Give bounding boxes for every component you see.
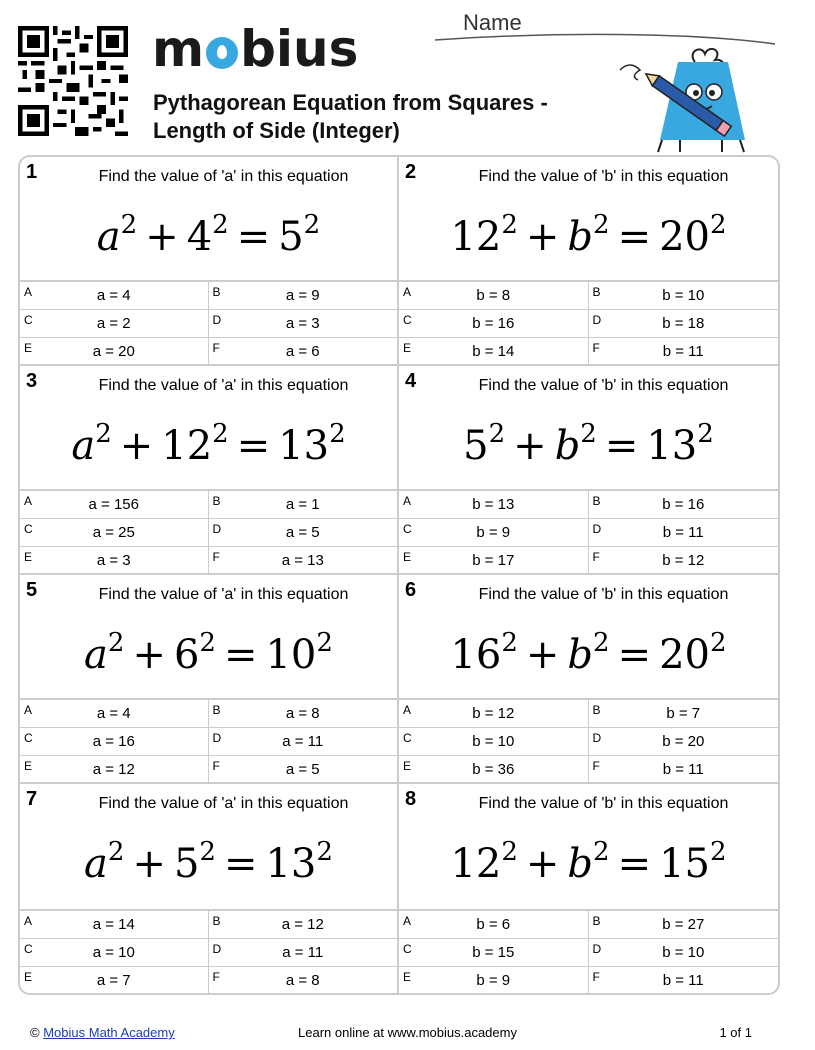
copyright-symbol: © [30,1025,40,1040]
question-7 [20,784,399,993]
term-rhs-exponent: 2 [316,837,333,867]
answer-option[interactable] [20,547,209,575]
term-2-exponent: 2 [199,628,216,658]
answer-value: a = 13 [281,552,324,569]
question-prompt: Find the value of 'b' in this equation [478,795,729,812]
term-2-exponent: 2 [593,628,610,658]
answer-letter: F [592,970,600,984]
term-rhs-base: 13 [278,423,330,469]
answer-letter: A [24,703,33,717]
term-2-base: b [554,423,581,469]
answer-value: a = 14 [92,916,135,933]
answer-option[interactable] [20,756,209,784]
answer-option[interactable] [20,338,209,366]
answer-value: a = 25 [92,524,135,541]
equals-sign: = [236,214,271,260]
term-rhs [659,837,727,887]
answer-option[interactable] [589,338,779,366]
question-prompt: Find the value of 'a' in this equation [98,168,349,185]
answer-options [399,909,778,993]
answer-letter: B [592,703,601,717]
term-rhs [646,419,714,469]
answer-options [399,489,778,573]
answer-value: a = 8 [285,705,320,722]
answer-letter: A [403,285,412,299]
equation [20,418,397,474]
answer-letter: D [592,313,602,327]
answer-option[interactable] [209,939,398,967]
question-5 [20,575,399,784]
plus-sign: + [119,423,154,469]
term-1-base: a [84,632,108,678]
answer-letter: C [403,731,412,745]
answer-letter: F [212,970,220,984]
answer-value: b = 6 [476,916,511,933]
answer-option[interactable] [399,967,589,995]
answer-letter: C [24,731,33,745]
question-number: 8 [405,788,417,810]
question-6 [399,575,778,784]
answer-options [20,698,397,782]
answer-option[interactable] [20,310,209,338]
answer-options [399,698,778,782]
answer-value: a = 10 [92,944,135,961]
answer-value: b = 9 [476,972,511,989]
equation [20,836,397,892]
answer-letter: D [592,522,602,536]
term-2 [567,628,610,678]
question-number: 7 [26,788,38,810]
question-4 [399,366,778,575]
answer-value: b = 10 [472,733,515,750]
equals-sign: = [604,423,639,469]
answer-value: b = 8 [476,287,511,304]
answer-options [20,909,397,993]
page-title [153,89,623,145]
answer-letter: B [592,494,601,508]
answer-letter: B [212,914,221,928]
term-2-exponent: 2 [199,837,216,867]
term-rhs [278,210,321,260]
mascot-pencil-icon [610,40,750,155]
term-2-exponent: 2 [593,210,610,240]
answer-value: b = 16 [662,496,705,513]
answer-option[interactable] [399,338,589,366]
plus-sign: + [525,632,560,678]
answer-letter: F [592,341,600,355]
answer-value: b = 27 [662,916,705,933]
term-1 [463,419,506,469]
answer-letter: A [24,914,33,928]
answer-value: a = 8 [285,972,320,989]
question-prompt: Find the value of 'a' in this equation [98,586,349,603]
answer-value: b = 11 [662,524,704,541]
term-rhs [659,628,727,678]
answer-option[interactable] [589,310,779,338]
answer-option[interactable] [20,939,209,967]
term-1 [450,837,518,887]
answer-option[interactable] [589,911,779,939]
answer-letter: D [212,942,222,956]
question-prompt: Find the value of 'a' in this equation [98,795,349,812]
answer-option[interactable] [209,728,398,756]
term-1 [96,210,138,260]
term-1-base: a [96,214,121,260]
term-rhs-base: 13 [265,841,317,887]
answer-option[interactable] [20,519,209,547]
equals-sign: = [617,214,652,260]
answer-option[interactable] [589,700,779,728]
equals-sign: = [617,841,652,887]
equation [399,209,778,265]
equals-sign: = [223,841,258,887]
question-prompt: Find the value of 'a' in this equation [98,377,349,394]
term-1-exponent: 2 [488,419,506,449]
term-2 [567,210,610,260]
plus-sign: + [145,214,179,260]
term-1 [71,419,112,469]
term-1-exponent: 2 [501,210,518,240]
answer-letter: B [212,703,221,717]
answer-options [399,280,778,364]
answer-option[interactable] [589,728,779,756]
answer-option[interactable] [589,519,779,547]
answer-value: a = 5 [285,761,320,778]
term-1-exponent: 2 [501,628,518,658]
answer-letter: E [403,970,412,984]
answer-option[interactable] [399,310,589,338]
answer-value: a = 12 [92,761,135,778]
answer-value: b = 17 [472,552,515,569]
term-1-exponent: 2 [107,837,125,867]
answer-option[interactable] [209,491,398,519]
equals-sign: = [236,423,271,469]
term-2-base: b [567,841,594,887]
answer-letter: E [24,341,33,355]
logo-drop-icon [206,37,238,69]
answer-options [20,489,397,573]
answer-letter: E [24,759,33,773]
mobius-logo [152,20,358,78]
term-2-exponent: 2 [593,837,610,867]
answer-value: b = 11 [662,343,704,360]
answer-value: a = 9 [285,287,320,304]
answer-option[interactable] [209,911,398,939]
answer-letter: E [403,341,412,355]
answer-letter: C [24,522,33,536]
plus-sign: + [525,841,560,887]
answer-letter: C [403,942,412,956]
answer-value: a = 11 [282,733,324,750]
question-2 [399,157,778,366]
answer-letter: C [403,522,412,536]
title-line-1: Pythagorean Equation from Squares - [153,90,548,115]
answer-letter: C [403,313,412,327]
answer-value: a = 1 [285,496,320,513]
answer-letter: B [212,494,221,508]
equation [20,209,397,265]
term-rhs-exponent: 2 [329,419,346,449]
answer-value: a = 2 [96,315,131,332]
answer-letter: A [403,494,412,508]
term-1-base: a [84,841,108,887]
answer-letter: C [24,942,33,956]
question-number: 5 [26,579,38,601]
answer-value: a = 3 [96,552,131,569]
term-2 [161,419,229,469]
answer-value: a = 7 [96,972,131,989]
term-2 [186,210,229,260]
mobius-academy-link[interactable]: Mobius Math Academy [43,1025,175,1040]
answer-value: b = 13 [472,496,515,513]
term-rhs-base: 15 [659,841,710,887]
answer-value: a = 12 [281,916,324,933]
term-2-exponent: 2 [212,210,229,240]
question-sheet [18,155,780,995]
title-line-2: Length of Side (Integer) [153,118,400,143]
answer-letter: A [24,494,33,508]
answer-letter: B [592,285,601,299]
term-1 [450,210,518,260]
term-2-base: 4 [186,214,213,260]
term-2 [554,419,597,469]
answer-letter: D [212,522,222,536]
equation [399,836,778,892]
answer-value: b = 16 [472,315,515,332]
answer-option[interactable] [399,939,589,967]
equation [20,627,397,683]
answer-option[interactable] [209,756,398,784]
term-2-base: 12 [161,423,213,469]
answer-value: a = 4 [96,705,131,722]
answer-option[interactable] [589,967,779,995]
answer-value: b = 14 [472,343,515,360]
term-rhs-exponent: 2 [316,628,333,658]
question-prompt: Find the value of 'b' in this equation [478,168,729,185]
term-1-exponent: 2 [107,628,125,658]
answer-option[interactable] [399,911,589,939]
plus-sign: + [525,214,560,260]
answer-letter: B [592,914,601,928]
term-1-exponent: 2 [501,837,518,867]
answer-option[interactable] [20,282,209,310]
answer-value: a = 16 [92,733,135,750]
question-number: 6 [405,579,417,601]
answer-letter: C [24,313,33,327]
answer-letter: B [212,285,221,299]
logo-text-m: m [152,20,205,78]
answer-value: a = 156 [88,496,139,513]
term-1 [450,628,518,678]
answer-letter: D [212,313,222,327]
term-rhs-base: 20 [659,632,710,678]
answer-option[interactable] [209,700,398,728]
equals-sign: = [223,632,258,678]
question-8 [399,784,778,993]
answer-option[interactable] [209,282,398,310]
plus-sign: + [132,632,166,678]
answer-value: b = 10 [662,944,705,961]
answer-value: a = 3 [285,315,320,332]
term-1-base: 16 [450,632,502,678]
answer-value: b = 11 [662,972,704,989]
answer-value: b = 36 [472,761,515,778]
answer-letter: E [24,970,33,984]
answer-option[interactable] [20,700,209,728]
term-rhs-exponent: 2 [710,837,727,867]
answer-option[interactable] [209,519,398,547]
answer-option[interactable] [589,756,779,784]
answer-value: a = 5 [285,524,320,541]
term-rhs [659,210,727,260]
answer-letter: F [592,759,600,773]
answer-option[interactable] [589,547,779,575]
page-number: 1 of 1 [719,1025,752,1040]
answer-option[interactable] [20,491,209,519]
term-2-base: 6 [173,632,200,678]
term-2 [173,628,216,678]
answer-letter: F [212,550,220,564]
answer-value: b = 12 [662,552,705,569]
answer-value: b = 10 [662,287,705,304]
question-number: 1 [26,161,38,183]
answer-value: b = 18 [662,315,705,332]
answer-letter: A [403,703,412,717]
answer-option[interactable] [399,728,589,756]
term-rhs-exponent: 2 [710,210,727,240]
name-label: Name [463,10,522,35]
question-3 [20,366,399,575]
answer-letter: D [592,942,602,956]
answer-letter: D [212,731,222,745]
plus-sign: + [132,841,166,887]
term-rhs-base: 20 [659,214,710,260]
term-rhs-base: 13 [646,423,698,469]
term-1-base: 12 [450,841,502,887]
answer-letter: F [212,341,220,355]
term-rhs [265,628,333,678]
term-1 [84,628,125,678]
plus-sign: + [513,423,547,469]
term-1-base: 12 [450,214,502,260]
answer-option[interactable] [399,547,589,575]
answer-option[interactable] [209,310,398,338]
answer-option[interactable] [20,911,209,939]
question-number: 3 [26,370,38,392]
qr-code [18,26,128,136]
term-2 [173,837,216,887]
term-rhs-base: 5 [278,214,304,260]
term-rhs [278,419,346,469]
answer-option[interactable] [399,491,589,519]
answer-option[interactable] [589,491,779,519]
answer-option[interactable] [399,700,589,728]
term-rhs-exponent: 2 [710,628,727,658]
answer-value: b = 15 [472,944,515,961]
answer-option[interactable] [209,967,398,995]
answer-option[interactable] [399,282,589,310]
term-2-base: 5 [173,841,200,887]
answer-letter: F [592,550,600,564]
answer-value: b = 9 [476,524,511,541]
term-1-exponent: 2 [120,210,138,240]
equation [399,627,778,683]
answer-letter: D [592,731,602,745]
answer-option[interactable] [20,728,209,756]
answer-value: b = 20 [662,733,705,750]
term-1-exponent: 2 [95,419,112,449]
answer-option[interactable] [589,282,779,310]
equation [399,418,778,474]
answer-letter: E [403,759,412,773]
answer-option[interactable] [589,939,779,967]
answer-letter: F [212,759,220,773]
answer-letter: E [403,550,412,564]
logo-text-rest: bius [240,20,359,78]
answer-option[interactable] [209,547,398,575]
question-number: 2 [405,161,417,183]
term-1-base: 5 [463,423,489,469]
answer-value: b = 7 [666,705,701,722]
answer-option[interactable] [20,967,209,995]
equals-sign: = [617,632,652,678]
term-2-base: b [567,214,594,260]
answer-option[interactable] [399,519,589,547]
question-prompt: Find the value of 'b' in this equation [478,377,729,394]
term-1-base: a [71,423,96,469]
term-2 [567,837,610,887]
answer-letter: A [24,285,33,299]
term-rhs [265,837,333,887]
term-1 [84,837,125,887]
term-2-exponent: 2 [212,419,229,449]
answer-value: a = 4 [96,287,131,304]
answer-value: a = 6 [285,343,320,360]
answer-value: b = 12 [472,705,515,722]
term-2-base: b [567,632,594,678]
term-rhs-base: 10 [265,632,317,678]
answer-options [20,280,397,364]
term-rhs-exponent: 2 [697,419,714,449]
question-1 [20,157,399,366]
answer-value: a = 11 [282,944,324,961]
answer-option[interactable] [399,756,589,784]
answer-letter: A [403,914,412,928]
term-rhs-exponent: 2 [303,210,321,240]
term-2-exponent: 2 [580,419,597,449]
answer-value: b = 11 [662,761,704,778]
question-prompt: Find the value of 'b' in this equation [478,586,729,603]
answer-letter: E [24,550,33,564]
footer-learn-online: Learn online at www.mobius.academy [298,1025,517,1040]
question-number: 4 [405,370,417,392]
question-grid [20,157,778,993]
answer-value: a = 20 [92,343,135,360]
answer-option[interactable] [209,338,398,366]
